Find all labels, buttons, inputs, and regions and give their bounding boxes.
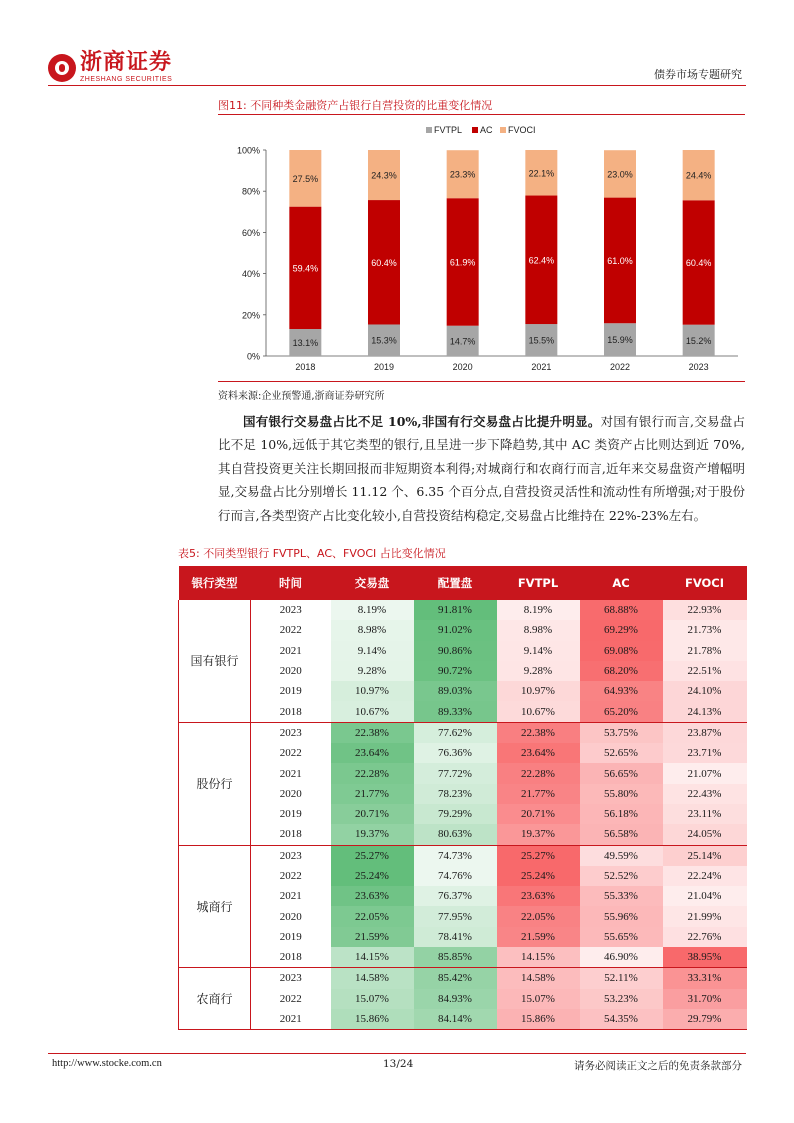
value-cell: 10.67% [497, 701, 580, 722]
value-cell: 68.88% [580, 600, 663, 620]
value-cell: 22.51% [663, 661, 747, 681]
table-row [179, 620, 747, 640]
value-cell: 24.13% [663, 701, 747, 722]
value-cell: 91.81% [414, 600, 497, 620]
value-cell: 21.07% [663, 763, 747, 783]
legend-swatch-ac [472, 127, 478, 133]
value-cell: 53.23% [580, 989, 663, 1009]
value-cell: 76.37% [414, 886, 497, 906]
value-cell: 65.20% [580, 701, 663, 722]
value-cell: 8.98% [497, 620, 580, 640]
data-label-fvtpl-2020: 14.7% [449, 336, 476, 347]
year-cell: 2018 [251, 701, 331, 722]
value-cell: 22.28% [497, 763, 580, 783]
value-cell: 78.41% [414, 927, 497, 947]
value-cell: 25.14% [663, 845, 747, 866]
value-cell: 84.93% [414, 989, 497, 1009]
disclaimer-note: 请务必阅读正文之后的免责条款部分 [574, 1060, 742, 1072]
report-category: 债券市场专题研究 [654, 68, 742, 81]
value-cell: 20.71% [331, 804, 414, 824]
value-cell: 14.15% [331, 947, 414, 968]
value-cell: 25.24% [331, 866, 414, 886]
data-label-fvoci-2018: 27.5% [292, 173, 319, 184]
value-cell: 15.86% [497, 1009, 580, 1030]
table-row [179, 906, 747, 926]
year-cell: 2023 [279, 604, 302, 617]
paragraph-text: 对国有银行而言,交易盘占比不足 10%,远低于其它类型的银行,且呈进一步下降趋势,其中 AC 类资产占比则达到近 70%,其自营投资更关注长期回报而非短期资本利得;对城商行和农商行而言,近年来交易盘资产增幅明显,交易盘占比分别增长 11.12 个、6.35 个百分点,自营投资灵活性和流动性有所增强;对于股份行而言,各类型资产占比变化较小,自营投资结构稳定,交易盘占比维持在 22%-23%左右。 [218, 414, 745, 523]
value-cell: 89.03% [414, 681, 497, 701]
year-cell: 2023 [279, 849, 302, 862]
year-cell: 2022 [279, 624, 302, 637]
year-cell: 2018 [251, 824, 331, 845]
value-cell: 22.93% [663, 600, 747, 620]
x-tick-label: 2020 [452, 362, 473, 372]
value-cell: 9.28% [331, 661, 414, 681]
value-cell: 56.58% [580, 824, 663, 845]
table-row [179, 743, 747, 763]
legend-label-fvoci: FVOCI [508, 125, 536, 135]
value-cell: 55.80% [580, 784, 663, 804]
table-row [179, 661, 747, 681]
legend-label-ac: AC [480, 125, 493, 135]
value-cell: 77.95% [414, 906, 497, 926]
value-cell: 21.73% [663, 620, 747, 640]
value-cell: 20.71% [497, 804, 580, 824]
data-label-ac-2020: 61.9% [449, 257, 476, 268]
value-cell: 21.04% [663, 886, 747, 906]
column-header: 时间 [251, 566, 331, 600]
value-cell: 24.10% [663, 681, 747, 701]
value-cell: 21.77% [331, 784, 414, 804]
year-cell: 2021 [279, 767, 302, 780]
logo-chinese-name: 浙商证券 [80, 50, 173, 75]
table-row [179, 763, 747, 783]
value-cell: 85.85% [414, 947, 497, 968]
value-cell: 15.07% [331, 989, 414, 1009]
value-cell: 49.59% [580, 845, 663, 866]
year-cell: 2023 [279, 726, 302, 739]
legend-swatch-fvoci [500, 127, 506, 133]
value-cell: 79.29% [414, 804, 497, 824]
value-cell: 9.14% [331, 641, 414, 661]
value-cell: 19.37% [331, 824, 414, 845]
x-tick-label: 2022 [609, 362, 631, 372]
value-cell: 29.79% [663, 1009, 747, 1030]
legend-swatch-fvtpl [426, 127, 432, 133]
value-cell: 46.90% [580, 947, 663, 968]
year-cell: 2023 [279, 972, 302, 985]
data-label-fvtpl-2022: 15.9% [607, 335, 633, 346]
value-cell: 31.70% [663, 989, 747, 1009]
value-cell: 55.65% [580, 927, 663, 947]
x-tick-label: 2021 [531, 362, 552, 372]
column-header: 银行类型 [179, 566, 251, 600]
table-header-row [179, 566, 747, 600]
value-cell: 23.87% [663, 722, 747, 743]
value-cell: 14.58% [497, 968, 580, 989]
value-cell: 77.62% [414, 722, 497, 743]
value-cell: 23.64% [497, 743, 580, 763]
data-label-ac-2022: 61.0% [607, 255, 633, 266]
value-cell: 21.77% [497, 784, 580, 804]
table-row [179, 722, 747, 743]
value-cell: 24.05% [663, 824, 747, 845]
year-cell: 2019 [279, 685, 302, 698]
data-label-fvtpl-2021: 15.5% [528, 335, 555, 346]
y-tick-label: 80% [241, 186, 260, 197]
table-row [179, 968, 747, 989]
value-cell: 23.71% [663, 743, 747, 763]
column-header: AC [580, 566, 663, 600]
table-row [179, 989, 747, 1009]
year-cell: 2020 [279, 910, 302, 923]
column-header: 交易盘 [331, 566, 414, 600]
value-cell: 21.99% [663, 906, 747, 926]
value-cell: 25.24% [497, 866, 580, 886]
value-cell: 38.95% [663, 947, 747, 968]
table-row [179, 701, 747, 722]
value-cell: 64.93% [580, 681, 663, 701]
value-cell: 8.98% [331, 620, 414, 640]
value-cell: 22.24% [663, 866, 747, 886]
y-tick-label: 100% [236, 145, 260, 156]
logo-english-name: ZHESHANG SECURITIES [80, 76, 173, 83]
value-cell: 69.29% [580, 620, 663, 640]
value-cell: 22.38% [331, 722, 414, 743]
value-cell: 10.97% [331, 681, 414, 701]
data-label-fvoci-2019: 24.3% [371, 170, 397, 181]
data-label-fvtpl-2023: 15.2% [685, 335, 712, 346]
figure-source: 资料来源:企业预警通,浙商证券研究所 [218, 391, 385, 402]
data-label-fvoci-2021: 22.1% [528, 168, 555, 179]
data-label-ac-2021: 62.4% [528, 255, 555, 266]
value-cell: 21.59% [331, 927, 414, 947]
value-cell: 55.96% [580, 906, 663, 926]
year-cell: 2021 [279, 644, 302, 657]
body-paragraph [218, 410, 745, 527]
bank-type-cell: 城商行 [179, 845, 251, 968]
table-row [179, 784, 747, 804]
page-number: 13/24 [383, 1058, 414, 1070]
table-row [179, 845, 747, 866]
value-cell: 10.67% [331, 701, 414, 722]
data-label-ac-2023: 60.4% [685, 257, 712, 268]
footer-divider [48, 1053, 746, 1054]
header-divider [48, 85, 746, 86]
value-cell: 22.76% [663, 927, 747, 947]
value-cell: 22.28% [331, 763, 414, 783]
table-row [179, 886, 747, 906]
y-tick-label: 20% [241, 310, 260, 321]
value-cell: 80.63% [414, 824, 497, 845]
value-cell: 25.27% [331, 845, 414, 866]
data-label-ac-2018: 59.4% [292, 263, 319, 274]
data-label-fvoci-2022: 23.0% [607, 169, 633, 180]
value-cell: 74.73% [414, 845, 497, 866]
column-header: 配置盘 [414, 566, 497, 600]
value-cell: 74.76% [414, 866, 497, 886]
year-cell: 2022 [279, 992, 302, 1005]
table-row [179, 927, 747, 947]
value-cell: 55.33% [580, 886, 663, 906]
figure-bottom-rule [218, 381, 745, 382]
bank-type-cell: 农商行 [179, 968, 251, 1030]
data-table-wrapper [178, 566, 746, 1030]
value-cell: 33.31% [663, 968, 747, 989]
value-cell: 90.72% [414, 661, 497, 681]
table-row [179, 866, 747, 886]
value-cell: 21.59% [497, 927, 580, 947]
value-cell: 69.08% [580, 641, 663, 661]
year-cell: 2019 [279, 808, 302, 821]
paragraph-lead: 国有银行交易盘占比不足 10%,非国有行交易盘占比提升明显。 [243, 414, 601, 429]
value-cell: 9.14% [497, 641, 580, 661]
value-cell: 23.63% [497, 886, 580, 906]
table-row [179, 947, 747, 968]
value-cell: 22.43% [663, 784, 747, 804]
value-cell: 84.14% [414, 1009, 497, 1030]
value-cell: 52.65% [580, 743, 663, 763]
value-cell: 53.75% [580, 722, 663, 743]
bank-asset-table [178, 566, 747, 1030]
value-cell: 56.65% [580, 763, 663, 783]
company-logo [48, 52, 172, 83]
value-cell: 56.18% [580, 804, 663, 824]
value-cell: 10.97% [497, 681, 580, 701]
legend-label-fvtpl: FVTPL [434, 125, 463, 135]
year-cell: 2020 [279, 787, 302, 800]
bank-type-cell: 股份行 [179, 722, 251, 845]
year-cell: 2021 [251, 1009, 331, 1030]
value-cell: 15.86% [331, 1009, 414, 1030]
year-cell: 2018 [251, 947, 331, 968]
value-cell: 14.58% [331, 968, 414, 989]
year-cell: 2022 [279, 870, 302, 882]
value-cell: 22.38% [497, 722, 580, 743]
y-tick-label: 0% [246, 351, 260, 362]
data-label-fvtpl-2019: 15.3% [371, 335, 397, 346]
column-header: FVOCI [663, 566, 747, 600]
value-cell: 8.19% [497, 600, 580, 620]
logo-mark-icon [48, 54, 76, 82]
value-cell: 23.63% [331, 886, 414, 906]
x-tick-label: 2018 [295, 362, 316, 372]
stacked-bar-chart [218, 118, 745, 383]
value-cell: 52.11% [580, 968, 663, 989]
value-cell: 78.23% [414, 784, 497, 804]
value-cell: 85.42% [414, 968, 497, 989]
table-title: 表5: 不同类型银行 FVTPL、AC、FVOCI 占比变化情况 [178, 547, 446, 560]
table-row [179, 804, 747, 824]
value-cell: 89.33% [414, 701, 497, 722]
value-cell: 9.28% [497, 661, 580, 681]
value-cell: 77.72% [414, 763, 497, 783]
value-cell: 52.52% [580, 866, 663, 886]
figure-top-rule [218, 114, 745, 115]
value-cell: 68.20% [580, 661, 663, 681]
value-cell: 19.37% [497, 824, 580, 845]
data-label-fvtpl-2018: 13.1% [292, 338, 319, 349]
year-cell: 2021 [279, 890, 302, 903]
year-cell: 2020 [279, 665, 302, 678]
column-header: FVTPL [497, 566, 580, 600]
value-cell: 54.35% [580, 1009, 663, 1030]
data-label-ac-2019: 60.4% [371, 257, 397, 268]
bank-type-cell: 国有银行 [179, 600, 251, 722]
value-cell: 22.05% [497, 906, 580, 926]
table-body [179, 600, 747, 1030]
value-cell: 14.15% [497, 947, 580, 968]
table-row [179, 824, 747, 845]
y-tick-label: 40% [241, 269, 260, 280]
figure-title: 图11: 不同种类金融资产占银行自营投资的比重变化情况 [218, 99, 493, 112]
value-cell: 15.07% [497, 989, 580, 1009]
footer-url[interactable]: http://www.stocke.com.cn [52, 1058, 162, 1069]
data-label-fvoci-2023: 24.4% [685, 170, 712, 181]
data-label-fvoci-2020: 23.3% [449, 169, 476, 180]
value-cell: 25.27% [497, 845, 580, 866]
value-cell: 90.86% [414, 641, 497, 661]
value-cell: 76.36% [414, 743, 497, 763]
year-cell: 2022 [279, 747, 302, 760]
value-cell: 23.11% [663, 804, 747, 824]
table-row [179, 641, 747, 661]
value-cell: 22.05% [331, 906, 414, 926]
table-row [179, 1009, 747, 1030]
year-cell: 2019 [279, 930, 302, 943]
value-cell: 8.19% [331, 600, 414, 620]
value-cell: 91.02% [414, 620, 497, 640]
x-tick-label: 2023 [688, 362, 709, 372]
value-cell: 23.64% [331, 743, 414, 763]
x-tick-label: 2019 [373, 362, 395, 372]
table-row [179, 681, 747, 701]
y-tick-label: 60% [241, 227, 260, 238]
value-cell: 21.78% [663, 641, 747, 661]
table-row [179, 600, 747, 620]
